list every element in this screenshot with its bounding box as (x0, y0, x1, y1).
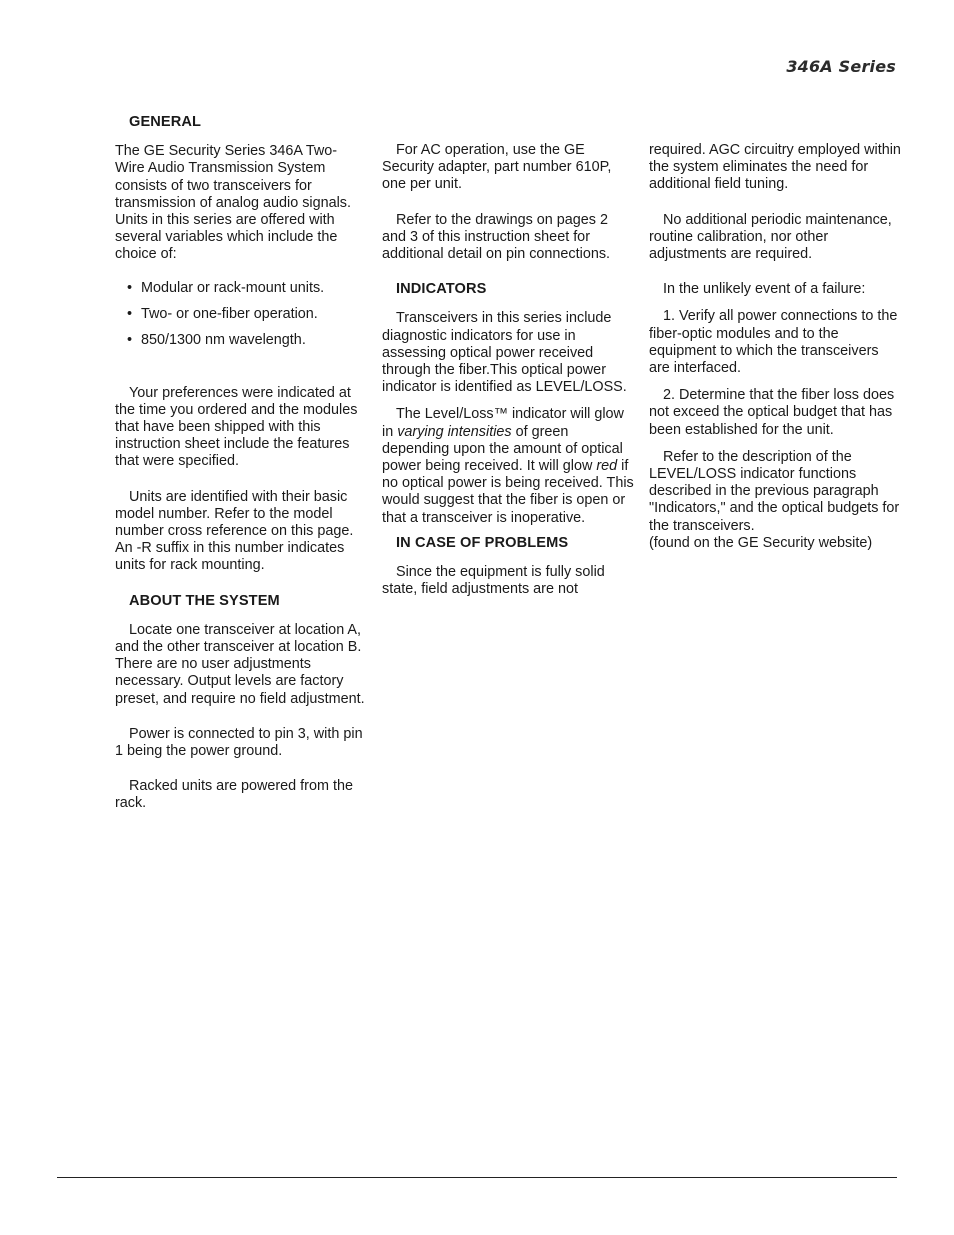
column-3 (649, 142, 903, 570)
list-item: • Modular or rack-mount units. (127, 280, 365, 297)
found-paragraph: (found on the GE Security website) (649, 534, 873, 551)
refer-paragraph: Refer to the description of the LEVEL/LOSS indicator functions described in the previous paragraph "Indicators," and the optical budgets for the transceivers. (649, 448, 900, 534)
failure-paragraph: In the unlikely event of a failure: (663, 281, 866, 298)
general-heading: GENERAL (129, 114, 202, 130)
problems-heading: IN CASE OF PROBLEMS (396, 534, 569, 551)
indicators-text-c: if no optical power is being received. This would suggest that the fiber is open or that a transceiver is inoperative. (382, 458, 634, 526)
list-item: • 850/1300 nm wavelength. (127, 332, 365, 349)
indicators-paragraph-2 (382, 406, 634, 526)
about-heading: ABOUT THE SYSTEM (129, 592, 280, 609)
drawings-paragraph: Refer to the drawings on pages 2 and 3 of this instruction sheet for additional detail on pin connections. (382, 211, 611, 263)
series-title: 346A Series (786, 57, 896, 76)
step-1-paragraph: 1. Verify all power connections to the fiber-optic modules and to the equipment to which the transceivers are interfaced. (649, 308, 898, 377)
column-2 (382, 142, 634, 616)
problems-paragraph-1: Since the equipment is fully solid state, field adjustments are not (382, 564, 605, 598)
indicators-paragraph-1: Transceivers in this series include diagnostic indicators for use in assessing optical power received through the fiber.This optical power indicator is identified as LEVEL/LOSS. (382, 310, 627, 396)
about-paragraph-1: Locate one transceiver at location A, and the other transceiver at location B. There are no user adjustments necessary. Output levels are factory preset, and require no field adjustment. (115, 621, 365, 707)
required-paragraph: required. AGC circuitry employed within the system eliminates the need for additional field tuning. (649, 142, 901, 193)
ac-operation-paragraph: For AC operation, use the GE Security adapter, part number 610P, one per unit. (382, 142, 612, 193)
column-1 (115, 114, 365, 831)
indicators-text-emphasis-1: varying intensities (397, 423, 512, 440)
about-paragraph-2: Power is connected to pin 3, with pin 1 being the power ground. (115, 725, 363, 760)
step-2-paragraph: 2. Determine that the fiber loss does not exceed the optical budget that has been established for the unit. (649, 387, 895, 438)
about-paragraph-3: Racked units are powered from the rack. (115, 778, 353, 812)
indicators-text-emphasis-2: red (596, 458, 618, 475)
indicators-text-b: of green depending upon the amount of optical power being received. It will glow (382, 423, 623, 475)
choices-list (127, 280, 365, 349)
general-paragraph-1: The GE Security Series 346A Two-Wire Audio Transmission System consists of two transceivers for transmission of analog audio signals. Units in this series are offered with several variables which include the choice of: (115, 143, 351, 263)
maintenance-paragraph: No additional periodic maintenance, routine calibration, nor other adjustments are required. (649, 211, 892, 263)
indicators-heading: INDICATORS (396, 281, 487, 298)
indicators-text-a: The Level/Loss™ indicator will glow in (382, 406, 624, 440)
list-item: • Two- or one-fiber operation. (127, 306, 365, 323)
general-paragraph-3: Units are identified with their basic model number. Refer to the model number cross reference on this page. An -R suffix in this number indicates units for rack mounting. (115, 488, 354, 574)
general-paragraph-2: Your preferences were indicated at the time you ordered and the modules that have been shipped with this instruction sheet include the features that were specified. (115, 384, 358, 470)
footer-divider (57, 1177, 897, 1178)
